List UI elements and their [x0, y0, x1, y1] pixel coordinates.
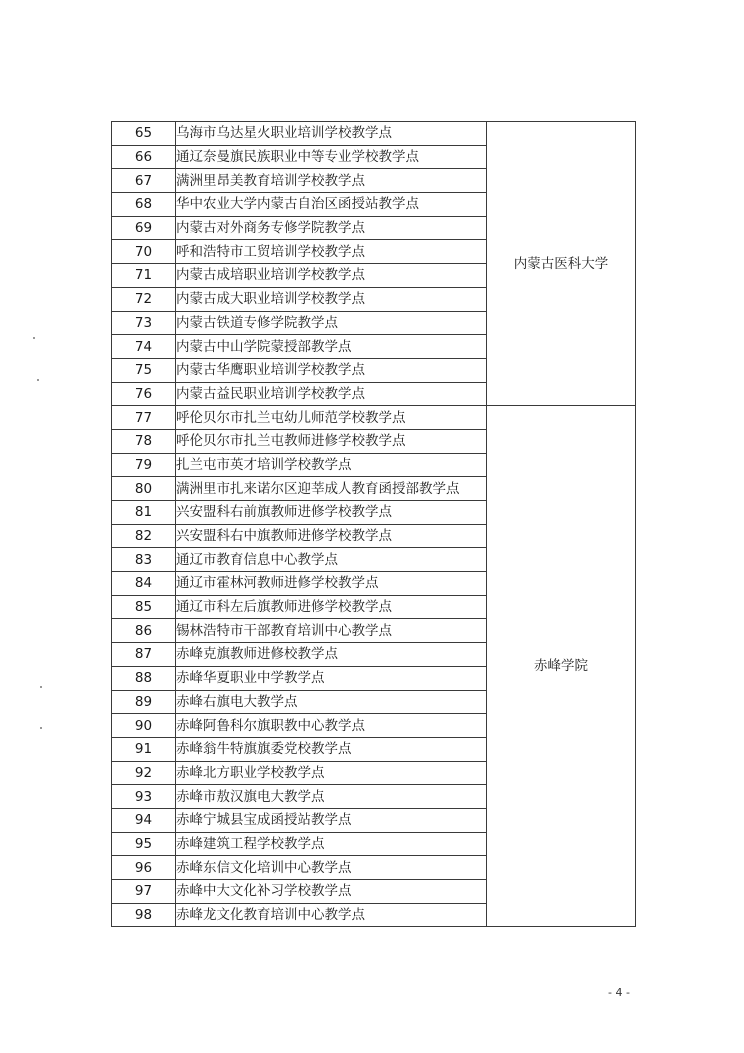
row-number: 87 [112, 643, 176, 667]
teaching-site-name: 锡林浩特市干部教育培训中心教学点 [176, 619, 487, 643]
row-number: 73 [112, 311, 176, 335]
teaching-site-name: 呼伦贝尔市扎兰屯幼儿师范学校教学点 [176, 406, 487, 430]
teaching-site-name: 乌海市乌达星火职业培训学校教学点 [176, 122, 487, 146]
teaching-site-name: 满洲里昂美教育培训学校教学点 [176, 169, 487, 193]
teaching-site-name: 呼伦贝尔市扎兰屯教师进修学校教学点 [176, 429, 487, 453]
row-number: 86 [112, 619, 176, 643]
teaching-site-name: 内蒙古对外商务专修学院教学点 [176, 216, 487, 240]
teaching-site-name: 内蒙古中山学院蒙授部教学点 [176, 335, 487, 359]
teaching-site-name: 呼和浩特市工贸培训学校教学点 [176, 240, 487, 264]
row-number: 96 [112, 856, 176, 880]
teaching-site-name: 通辽市霍林河教师进修学校教学点 [176, 572, 487, 596]
teaching-site-name: 赤峰北方职业学校教学点 [176, 761, 487, 785]
teaching-site-name: 通辽奈曼旗民族职业中等专业学校教学点 [176, 145, 487, 169]
teaching-site-name: 满洲里市扎来诺尔区迎莘成人教育函授部教学点 [176, 477, 487, 501]
row-number: 85 [112, 595, 176, 619]
row-number: 82 [112, 524, 176, 548]
row-number: 98 [112, 903, 176, 927]
row-number: 92 [112, 761, 176, 785]
teaching-site-name: 赤峰华夏职业中学教学点 [176, 666, 487, 690]
row-number: 89 [112, 690, 176, 714]
host-institution: 内蒙古医科大学 [487, 122, 636, 406]
teaching-site-name: 赤峰右旗电大教学点 [176, 690, 487, 714]
teaching-site-name: 内蒙古华鹰职业培训学校教学点 [176, 358, 487, 382]
row-number: 97 [112, 880, 176, 904]
teaching-site-name: 赤峰中大文化补习学校教学点 [176, 880, 487, 904]
scan-speck [40, 727, 42, 729]
teaching-site-name: 赤峰龙文化教育培训中心教学点 [176, 903, 487, 927]
row-number: 74 [112, 335, 176, 359]
table-row [112, 122, 636, 146]
row-number: 72 [112, 287, 176, 311]
row-number: 79 [112, 453, 176, 477]
table-row [112, 406, 636, 430]
teaching-site-name: 赤峰宁城县宝成函授站教学点 [176, 808, 487, 832]
row-number: 83 [112, 548, 176, 572]
teaching-site-name: 赤峰克旗教师进修校教学点 [176, 643, 487, 667]
teaching-site-name: 内蒙古益民职业培训学校教学点 [176, 382, 487, 406]
page-number: - 4 - [608, 986, 630, 999]
teaching-site-table [111, 121, 636, 927]
row-number: 70 [112, 240, 176, 264]
row-number: 80 [112, 477, 176, 501]
row-number: 67 [112, 169, 176, 193]
row-number: 75 [112, 358, 176, 382]
teaching-site-name: 兴安盟科右中旗教师进修学校教学点 [176, 524, 487, 548]
row-number: 91 [112, 737, 176, 761]
row-number: 84 [112, 572, 176, 596]
teaching-site-name: 内蒙古成培职业培训学校教学点 [176, 264, 487, 288]
row-number: 66 [112, 145, 176, 169]
row-number: 68 [112, 193, 176, 217]
row-number: 69 [112, 216, 176, 240]
teaching-site-name: 内蒙古铁道专修学院教学点 [176, 311, 487, 335]
teaching-site-name: 内蒙古成大职业培训学校教学点 [176, 287, 487, 311]
row-number: 65 [112, 122, 176, 146]
teaching-site-name: 华中农业大学内蒙古自治区函授站教学点 [176, 193, 487, 217]
row-number: 71 [112, 264, 176, 288]
row-number: 76 [112, 382, 176, 406]
teaching-site-name: 赤峰市敖汉旗电大教学点 [176, 785, 487, 809]
row-number: 93 [112, 785, 176, 809]
row-number: 81 [112, 501, 176, 525]
teaching-site-name: 赤峰东信文化培训中心教学点 [176, 856, 487, 880]
teaching-site-name: 通辽市科左后旗教师进修学校教学点 [176, 595, 487, 619]
scan-speck [33, 337, 35, 339]
scan-speck [37, 379, 39, 381]
row-number: 77 [112, 406, 176, 430]
row-number: 94 [112, 808, 176, 832]
teaching-site-name: 赤峰翁牛特旗旗委党校教学点 [176, 737, 487, 761]
row-number: 95 [112, 832, 176, 856]
teaching-site-name: 扎兰屯市英才培训学校教学点 [176, 453, 487, 477]
host-institution: 赤峰学院 [487, 406, 636, 927]
row-number: 78 [112, 429, 176, 453]
teaching-site-name: 兴安盟科右前旗教师进修学校教学点 [176, 501, 487, 525]
row-number: 90 [112, 714, 176, 738]
teaching-site-name: 赤峰建筑工程学校教学点 [176, 832, 487, 856]
scan-speck [40, 686, 42, 688]
teaching-site-name: 赤峰阿鲁科尔旗职教中心教学点 [176, 714, 487, 738]
row-number: 88 [112, 666, 176, 690]
teaching-site-name: 通辽市教育信息中心教学点 [176, 548, 487, 572]
table-body [112, 122, 636, 927]
